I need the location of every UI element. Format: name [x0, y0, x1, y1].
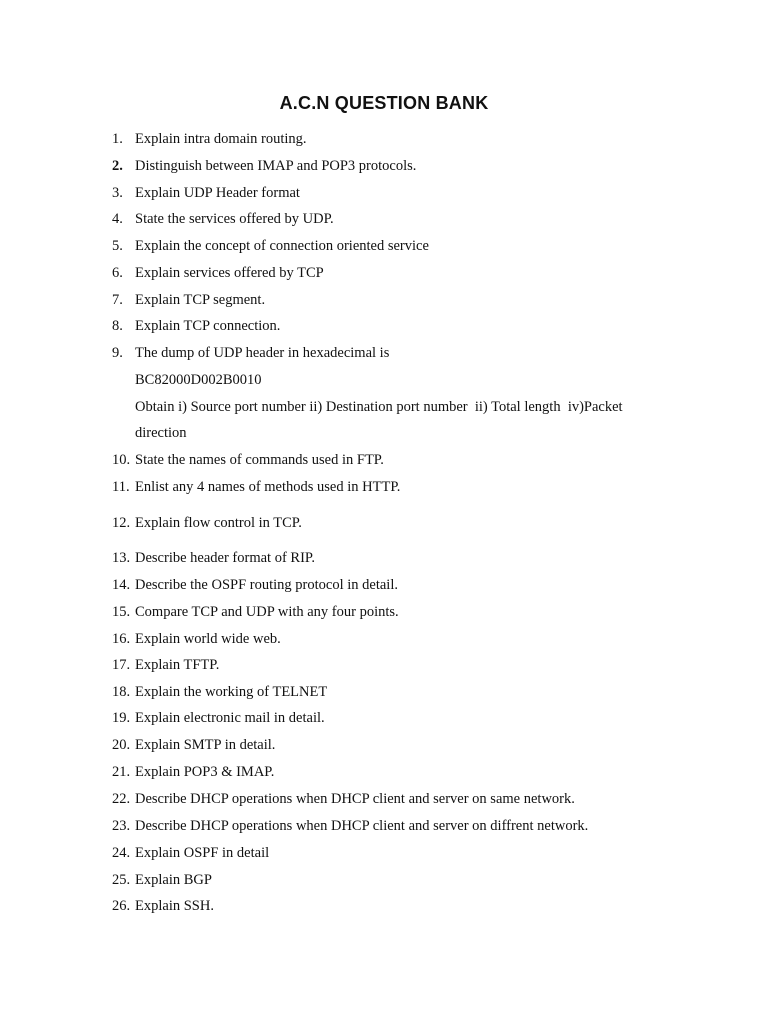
question-item — [112, 708, 325, 728]
question-text: The dump of UDP header in hexadecimal is — [135, 345, 390, 361]
question-number: 12. — [112, 515, 131, 531]
question-text: Describe DHCP operations when DHCP client and server on same network. — [135, 791, 575, 807]
question-item — [112, 477, 400, 497]
question-number: 1. — [112, 131, 123, 147]
question-text: Explain SSH. — [135, 898, 214, 914]
question-item — [112, 343, 389, 363]
question-text: Explain the working of TELNET — [135, 684, 328, 700]
question-text: State the services offered by UDP. — [135, 211, 334, 227]
question-item — [112, 735, 275, 755]
question-number: 19. — [112, 710, 131, 726]
question-item — [112, 655, 219, 675]
page-title: A.C.N QUESTION BANK — [279, 93, 489, 113]
question-item — [112, 816, 588, 836]
question-item — [112, 629, 281, 649]
question-item — [112, 896, 214, 916]
question-number: 6. — [112, 265, 123, 281]
question-text: Explain UDP Header format — [135, 185, 300, 201]
question-text: Explain TCP connection. — [135, 318, 281, 334]
question-number: 16. — [112, 631, 131, 647]
question-number: 17. — [112, 657, 131, 673]
question-item — [112, 263, 324, 283]
question-item — [112, 548, 315, 568]
question-text: Explain intra domain routing. — [135, 131, 307, 147]
question-continuation: direction — [135, 425, 187, 441]
question-number: 13. — [112, 550, 131, 566]
question-number: 11. — [112, 479, 130, 495]
question-number: 14. — [112, 577, 131, 593]
question-number: 18. — [112, 684, 131, 700]
question-number: 22. — [112, 791, 131, 807]
question-text: Explain the concept of connection oriented service — [135, 238, 429, 254]
question-text: State the names of commands used in FTP. — [135, 452, 384, 468]
question-number: 20. — [112, 737, 131, 753]
question-item — [112, 843, 269, 863]
question-text: Explain electronic mail in detail. — [135, 710, 325, 726]
question-number: 4. — [112, 211, 123, 227]
question-number: 3. — [112, 185, 123, 201]
question-item — [112, 290, 265, 310]
question-text: Explain TFTP. — [135, 657, 220, 673]
question-item — [112, 236, 429, 256]
question-number: 7. — [112, 292, 123, 308]
question-item — [112, 450, 384, 470]
question-text: Explain POP3 & IMAP. — [135, 764, 275, 780]
question-number: 23. — [112, 818, 131, 834]
question-item — [112, 682, 327, 702]
question-text: Distinguish between IMAP and POP3 protocols. — [135, 158, 417, 174]
question-text: Enlist any 4 names of methods used in HTTP. — [135, 479, 401, 495]
question-number: 24. — [112, 845, 131, 861]
question-item — [112, 575, 398, 595]
question-text: Explain flow control in TCP. — [135, 515, 302, 531]
question-text: Explain BGP — [135, 872, 212, 888]
question-item — [112, 789, 575, 809]
question-text: Explain SMTP in detail. — [135, 737, 276, 753]
question-text: Explain services offered by TCP — [135, 265, 324, 281]
question-item — [112, 156, 416, 176]
question-number: 21. — [112, 764, 131, 780]
question-item — [112, 513, 302, 533]
question-number: 9. — [112, 345, 123, 361]
question-number: 10. — [112, 452, 131, 468]
question-text: Describe the OSPF routing protocol in detail. — [135, 577, 398, 593]
question-text: Describe header format of RIP. — [135, 550, 315, 566]
question-item — [112, 183, 300, 203]
question-text: Explain OSPF in detail — [135, 845, 270, 861]
question-number: 25. — [112, 872, 131, 888]
question-item — [112, 209, 334, 229]
question-item — [112, 870, 212, 890]
question-item — [112, 129, 307, 149]
question-text: Describe DHCP operations when DHCP client and server on diffrent network. — [135, 818, 589, 834]
question-text: Compare TCP and UDP with any four points. — [135, 604, 399, 620]
question-continuation: BC82000D002B0010 — [135, 372, 262, 388]
question-number: 15. — [112, 604, 131, 620]
question-number: 8. — [112, 318, 123, 334]
question-number: 5. — [112, 238, 123, 254]
question-text: Explain world wide web. — [135, 631, 281, 647]
question-item — [112, 316, 280, 336]
question-item — [112, 762, 274, 782]
question-number: 2. — [112, 158, 123, 174]
question-continuation: Obtain i) Source port number ii) Destination port number ii) Total length iv)Packet — [135, 399, 623, 415]
question-text: Explain TCP segment. — [135, 292, 266, 308]
question-number: 26. — [112, 898, 131, 914]
question-item — [112, 602, 399, 622]
